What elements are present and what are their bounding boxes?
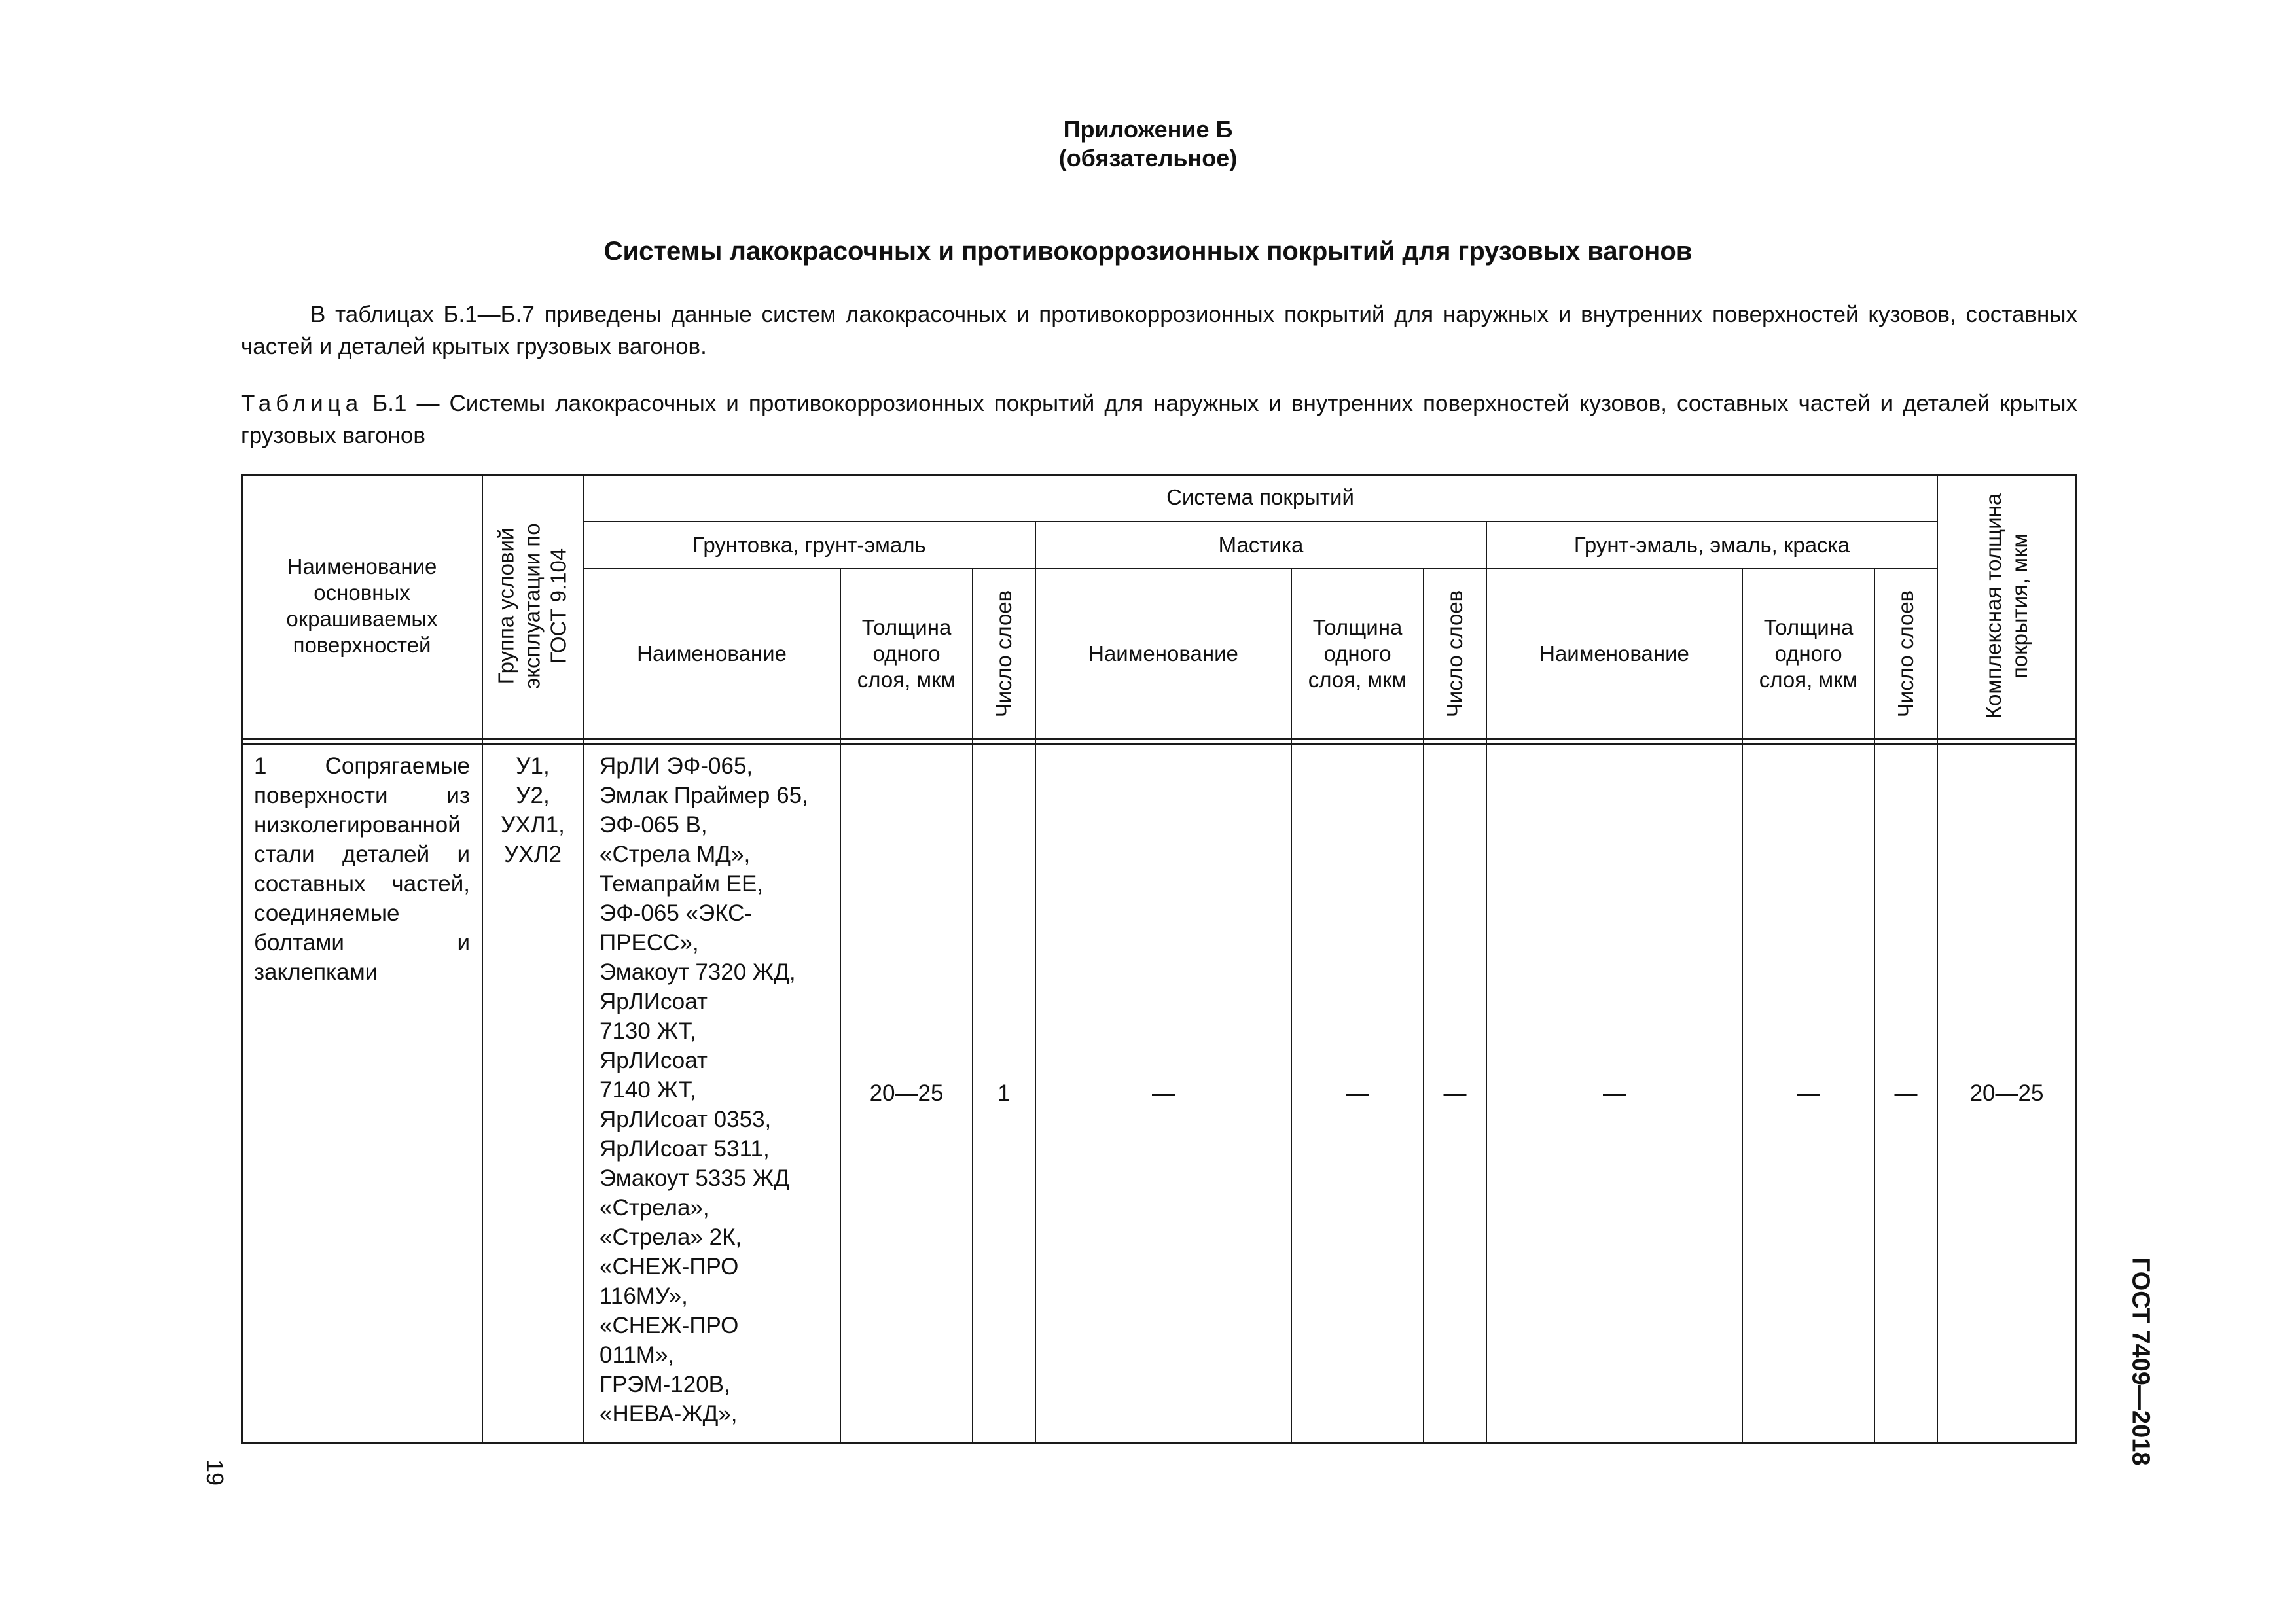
header-primer-thickness: Толщина одного слоя, мкм xyxy=(857,615,956,692)
coating-systems-table xyxy=(241,474,2077,1444)
header-enamel-name: Наименование xyxy=(1539,641,1689,666)
header-total-thickness-text: Комплексная толщина покрытия, мкм xyxy=(1981,493,2032,719)
document-title: Системы лакокрасочных и противокоррозионных покрытий для грузовых вагонов xyxy=(603,237,1693,266)
header-enamel-group: Грунт-эмаль, эмаль, краска xyxy=(1573,533,1850,557)
header-primer-layers-text: Число слоев xyxy=(992,590,1016,718)
table-caption xyxy=(241,387,2077,452)
row-mastic-thickness: — xyxy=(1346,1080,1369,1106)
row-enamel-layers: — xyxy=(1894,1080,1918,1106)
row-mastic-name: — xyxy=(1152,1080,1175,1106)
header-mastic-thickness: Толщина одного слоя, мкм xyxy=(1308,615,1407,692)
standard-designation-text: ГОСТ 7409—2018 xyxy=(2126,1257,2155,1465)
row-primer-thickness: 20—25 xyxy=(869,1080,944,1106)
header-coating-system: Система покрытий xyxy=(1166,485,1354,509)
header-conditions-group xyxy=(483,474,583,738)
header-enamel-layers-text: Число слоев xyxy=(1893,590,1918,718)
row-mastic-layers: — xyxy=(1443,1080,1467,1106)
page-number-text: 19 xyxy=(201,1459,228,1486)
standard-designation xyxy=(2114,1230,2166,1492)
page-number xyxy=(195,1453,234,1492)
header-mastic-layers xyxy=(1424,569,1486,738)
table-rule xyxy=(241,738,2077,740)
row-primer-layers: 1 xyxy=(997,1080,1011,1106)
header-total-thickness xyxy=(1938,474,2075,738)
table-border xyxy=(241,1442,2077,1444)
row-enamel-name: — xyxy=(1603,1080,1626,1106)
annex-label: Приложение Б xyxy=(1063,116,1233,143)
header-enamel-layers xyxy=(1875,569,1937,738)
header-enamel-thickness: Толщина одного слоя, мкм xyxy=(1759,615,1858,692)
intro-paragraph: В таблицах Б.1—Б.7 приведены данные систем лакокрасочных и противокоррозионных покрытий для наружных и внутренних поверхностей кузовов, составных частей и деталей крытых грузовых вагонов. xyxy=(241,302,2077,359)
row-primer-name: ЯрЛИ ЭФ-065, Эмлак Праймер 65, ЭФ-065 В, «Стрела МД», Темапрайм ЕЕ, ЭФ-065 «ЭКС- ПРЕСС», Эмакоут 7320 ЖД, ЯрЛИсоат 7130 ЖТ, ЯрЛИсоат 7140 ЖТ, ЯрЛИсоат 0353, ЯрЛИсоат 5311, Эмакоут 5335 ЖД «Стрела», «Стрела» 2К, «СНЕЖ-ПРО 116МУ», «СНЕЖ-ПРО 011М», ГРЭМ-120В, «НЕВА-ЖД», xyxy=(600,753,808,1427)
row-surface: 1 Сопрягаемые поверхности из низколегированной стали деталей и составных частей, соединяемые болтами и заклепками xyxy=(254,753,470,985)
header-conditions-group-text: Группа условий эксплуатации по ГОСТ 9.104 xyxy=(494,523,571,689)
header-primer-group: Грунтовка, грунт-эмаль xyxy=(692,533,926,557)
table-caption-text: Б.1 — Системы лакокрасочных и противокоррозионных покрытий для наружных и внутренних поверхностей кузовов, составных частей и деталей крытых грузовых вагонов xyxy=(241,391,2077,448)
header-surface-name: Наименование основных окрашиваемых поверхностей xyxy=(286,554,438,657)
row-enamel-thickness: — xyxy=(1797,1080,1820,1106)
header-primer-name: Наименование xyxy=(637,641,787,666)
table-border xyxy=(2075,474,2077,1444)
table-caption-prefix: Таблица xyxy=(241,391,363,416)
header-primer-layers xyxy=(973,569,1035,738)
header-mastic-group: Мастика xyxy=(1218,533,1304,557)
header-mastic-name: Наименование xyxy=(1088,641,1238,666)
row-total-thickness: 20—25 xyxy=(1969,1080,2044,1106)
row-conditions: У1, У2, УХЛ1, УХЛ2 xyxy=(501,753,565,867)
header-mastic-layers-text: Число слоев xyxy=(1443,590,1467,718)
annex-status: (обязательное) xyxy=(1058,145,1238,171)
table-border xyxy=(241,474,243,1444)
